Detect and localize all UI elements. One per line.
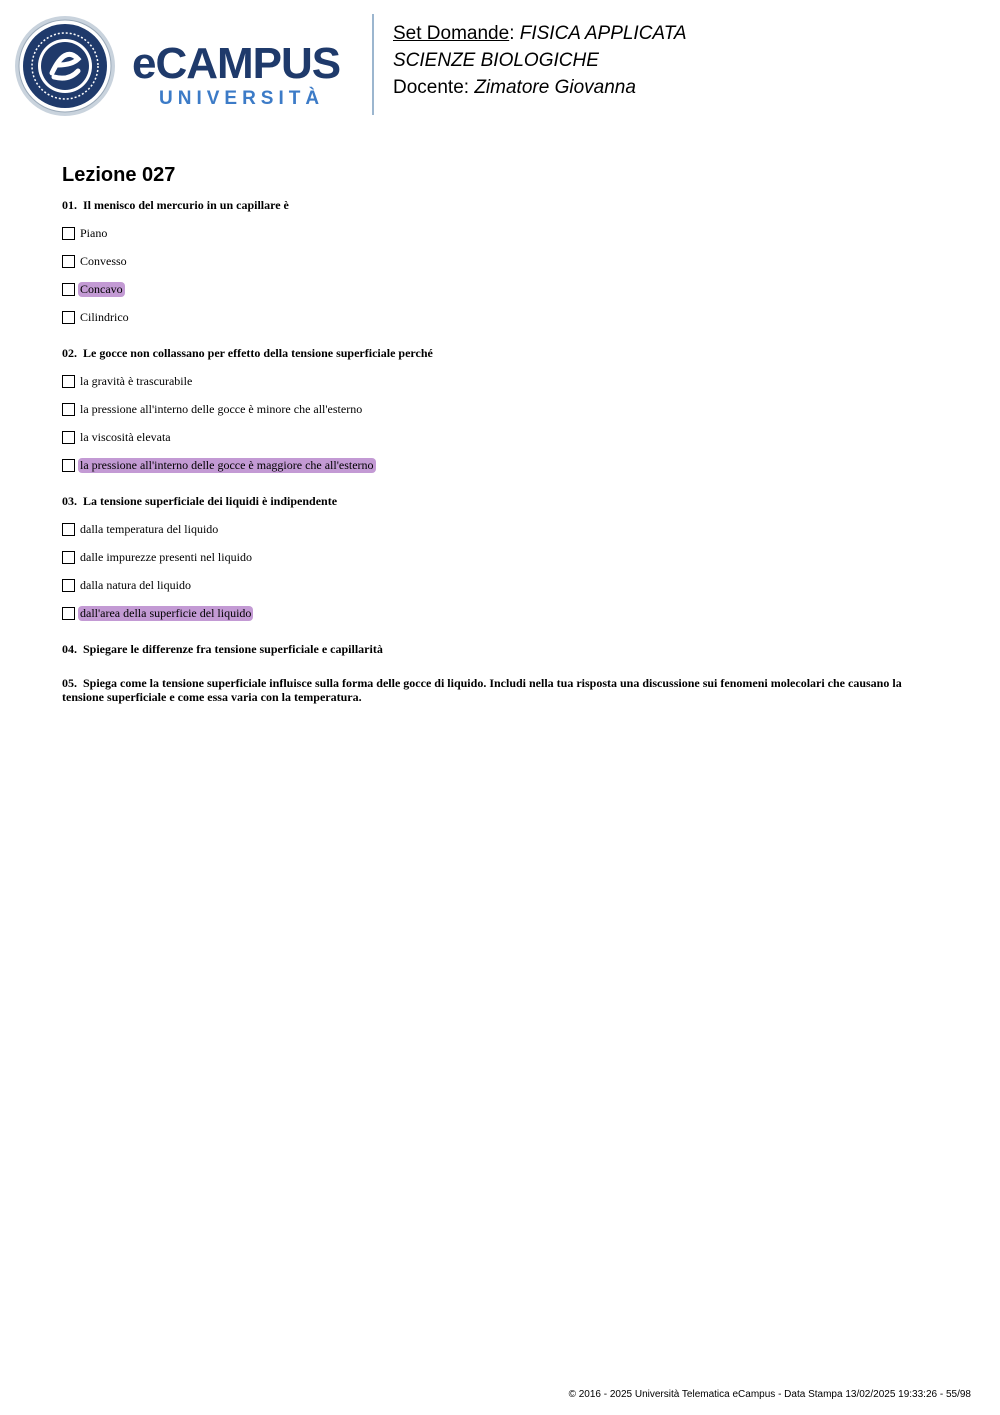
answer-label: la pressione all'interno delle gocce è minore che all'esterno: [80, 401, 363, 416]
question-number: 05.: [62, 676, 77, 690]
teacher-line: [393, 74, 687, 101]
answer-checkbox[interactable]: [62, 607, 75, 620]
answer-label: dalla temperatura del liquido: [80, 521, 219, 536]
brand-logo: [132, 40, 357, 110]
answer-option: [62, 252, 942, 270]
question-5: [62, 676, 942, 704]
answer-option: [62, 280, 942, 298]
answer-option: [62, 372, 942, 390]
set-line: [393, 20, 687, 47]
question-number: 03.: [62, 494, 77, 508]
answer-checkbox[interactable]: [62, 523, 75, 536]
answer-checkbox[interactable]: [62, 227, 75, 240]
answer-checkbox[interactable]: [62, 255, 75, 268]
answer-label: Cilindrico: [80, 309, 129, 324]
question-text: [62, 198, 942, 212]
lesson-title: Lezione 027: [62, 164, 176, 186]
question-number: 04.: [62, 642, 77, 656]
question-number: 02.: [62, 346, 77, 360]
answer-checkbox[interactable]: [62, 375, 75, 388]
question-text: [62, 642, 942, 656]
question-text: [62, 494, 942, 508]
answer-option: [62, 308, 942, 326]
answer-checkbox[interactable]: [62, 551, 75, 564]
question-prompt: Spiegare le differenze fra tensione superficiale e capillarità: [83, 642, 383, 656]
question-4: [62, 642, 942, 656]
question-1: [62, 198, 942, 326]
header-divider: [372, 14, 374, 115]
answer-option: [62, 548, 942, 566]
answer-label: dalle impurezze presenti nel liquido: [80, 549, 252, 564]
answer-option: [62, 456, 942, 474]
answer-label: Piano: [80, 225, 108, 240]
answer-label: la gravità è trascurabile: [80, 373, 193, 388]
answer-label-highlighted: la pressione all'interno delle gocce è maggiore che all'esterno: [80, 457, 374, 472]
page-header: [0, 0, 1000, 130]
university-seal-logo: [14, 15, 116, 117]
answer-option: [62, 224, 942, 242]
set-label: Set Domande: [393, 23, 510, 44]
answer-checkbox[interactable]: [62, 459, 75, 472]
brand-name: eCAMPUS: [132, 39, 341, 88]
answer-checkbox[interactable]: [62, 311, 75, 324]
answer-option: [62, 604, 942, 622]
question-prompt: Il menisco del mercurio in un capillare è: [83, 198, 289, 212]
teacher-label: Docente:: [393, 77, 470, 98]
document-content: [62, 162, 942, 724]
teacher-name: Zimatore Giovanna: [474, 77, 636, 98]
question-prompt: Spiega come la tensione superficiale influisce sulla forma delle gocce di liquido. Includi nella tua risposta una discussione sui fenomeni molecolari che causano la tensione superficiale e come essa varia con la temperatura.: [62, 676, 902, 704]
question-prompt: Le gocce non collassano per effetto della tensione superficiale perché: [83, 346, 433, 360]
question-text: [62, 676, 942, 704]
answer-label: dalla natura del liquido: [80, 577, 191, 592]
answer-checkbox[interactable]: [62, 403, 75, 416]
course-name: FISICA APPLICATA: [519, 23, 687, 44]
question-prompt: La tensione superficiale dei liquidi è indipendente: [83, 494, 338, 508]
answer-checkbox[interactable]: [62, 579, 75, 592]
answer-option: [62, 520, 942, 538]
answer-label-highlighted: Concavo: [80, 281, 123, 296]
answer-option: [62, 576, 942, 594]
answer-checkbox[interactable]: [62, 283, 75, 296]
brand-subtitle: UNIVERSITÀ: [159, 88, 325, 109]
degree-name: SCIENZE BIOLOGICHE: [393, 50, 599, 71]
answer-label-highlighted: dall'area della superficie del liquido: [80, 605, 252, 620]
question-2: [62, 346, 942, 474]
question-3: [62, 494, 942, 622]
answer-label: la viscosità elevata: [80, 429, 171, 444]
answer-label: Convesso: [80, 253, 127, 268]
set-separator: :: [509, 23, 515, 44]
answer-checkbox[interactable]: [62, 431, 75, 444]
answer-option: [62, 400, 942, 418]
question-text: [62, 346, 942, 360]
page-footer: © 2016 - 2025 Università Telematica eCampus - Data Stampa 13/02/2025 19:33:26 - 55/98: [568, 1389, 971, 1400]
header-info: [393, 20, 687, 101]
answer-option: [62, 428, 942, 446]
question-number: 01.: [62, 198, 77, 212]
